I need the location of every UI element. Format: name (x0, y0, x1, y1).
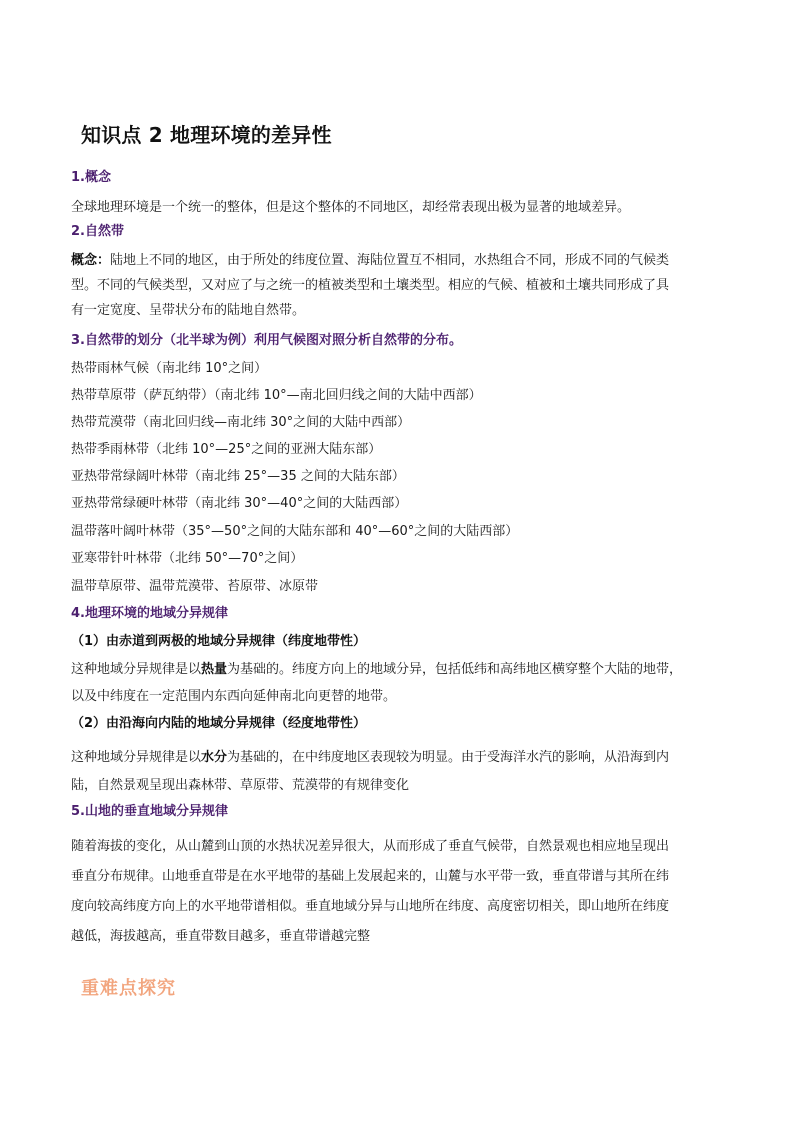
section-3-heading: 3.自然带的划分（北半球为例）利用气候图对照分析自然带的分布。 (71, 333, 462, 348)
section-2-line-2: 型。不同的气候类型，又对应了与之统一的植被类型和土壤类型。相应的气候、植被和土壤共同形成了具 (71, 278, 670, 293)
longitudinal-line-1: 这种地域分异规律是以水分为基础的，在中纬度地区表现较为明显。由于受海洋水汽的影响，从沿海到内 (71, 750, 670, 765)
section-4-subheading-2: （2）由沿海向内陆的地域分异规律（经度地带性） (71, 716, 367, 731)
water-keyword: 水分 (201, 750, 228, 765)
zone-item: 热带季雨林带（北纬 10°—25°之间的亚洲大陆东部） (71, 442, 382, 457)
section-4-paragraph-2 (71, 744, 731, 800)
concept-label: 概念： (71, 253, 111, 268)
zone-item: 热带草原带（萨瓦纳带）（南北纬 10°—南北回归线之间的大陆中西部） (71, 388, 482, 403)
section-1-heading: 1.概念 (71, 170, 111, 185)
section-4-heading: 4.地理环境的地域分异规律 (71, 606, 228, 621)
section-2-line-3: 有一定宽度、呈带状分布的陆地自然带。 (71, 303, 306, 318)
section-2-paragraph (71, 248, 731, 323)
section-5-paragraph (71, 832, 731, 952)
zone-item: 热带雨林气候（南北纬 10°之间） (71, 361, 268, 376)
zone-item: 亚寒带针叶林带（北纬 50°—70°之间） (71, 551, 304, 566)
vertical-zone-line: 越低，海拔越高，垂直带数目越多，垂直带谱越完整 (71, 929, 371, 944)
zone-item: 亚热带常绿硬叶林带（南北纬 30°—40°之间的大陆西部） (71, 496, 408, 511)
key-difficulty-heading: 重难点探究 (81, 978, 176, 999)
section-5-heading: 5.山地的垂直地域分异规律 (71, 804, 228, 819)
latitudinal-line-1: 这种地域分异规律是以热量为基础的。纬度方向上的地域分异，包括低纬和高纬地区横穿整个大陆的地带， (71, 662, 683, 677)
section-1-text: 全球地理环境是一个统一的整体，但是这个整体的不同地区，却经常表现出极为显著的地域差异。 (71, 200, 631, 215)
zone-item: 亚热带常绿阔叶林带（南北纬 25°—35 之间的大陆东部） (71, 469, 405, 484)
vertical-zone-line: 垂直分布规律。山地垂直带是在水平地带的基础上发展起来的，山麓与水平带一致，垂直带谱与其所在纬 (71, 869, 670, 884)
section-4-paragraph-1 (71, 656, 731, 710)
section-2-line-1: 概念：陆地上不同的地区，由于所处的纬度位置、海陆位置互不相同，水热组合不同，形成不同的气候类 (71, 253, 670, 268)
section-2-heading: 2.自然带 (71, 224, 124, 239)
longitudinal-line-2: 陆，自然景观呈现出森林带、草原带、荒漠带的有规律变化 (71, 778, 410, 793)
vertical-zone-line: 随着海拔的变化，从山麓到山顶的水热状况差异很大，从而形成了垂直气候带，自然景观也相应地呈现出 (71, 839, 670, 854)
latitudinal-line-2: 以及中纬度在一定范围内东西向延伸南北向更替的地带。 (71, 689, 397, 704)
vertical-zone-line: 度向较高纬度方向上的水平地带谱相似。垂直地域分异与山地所在纬度、高度密切相关，即山地所在纬度 (71, 899, 670, 914)
page-title: 知识点 2 地理环境的差异性 (81, 123, 332, 147)
section-4-subheading-1: （1）由赤道到两极的地域分异规律（纬度地带性） (71, 634, 367, 649)
zone-item: 温带落叶阔叶林带（35°—50°之间的大陆东部和 40°—60°之间的大陆西部） (71, 524, 519, 539)
heat-keyword: 热量 (201, 662, 228, 677)
zone-item: 温带草原带、温带荒漠带、苔原带、冰原带 (71, 579, 319, 594)
zone-item: 热带荒漠带（南北回归线—南北纬 30°之间的大陆中西部） (71, 415, 411, 430)
